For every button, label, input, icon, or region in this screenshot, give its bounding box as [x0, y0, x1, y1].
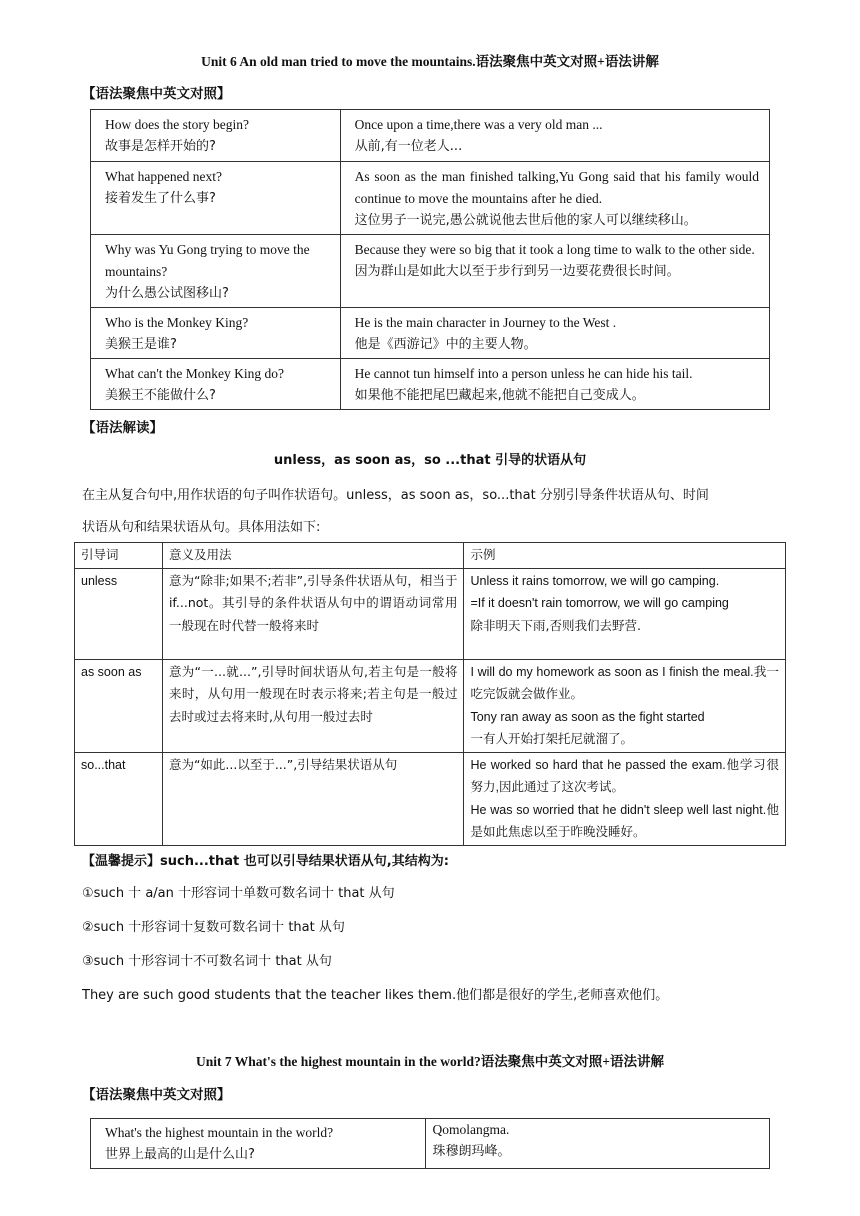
- question-cell: [91, 359, 341, 410]
- question-cn: 故事是怎样开始的?: [105, 139, 216, 154]
- answer-cn: 他是《西游记》中的主要人物。: [354, 337, 537, 352]
- answer-en: Because they were so big that it took a long time to walk to the other side.: [354, 242, 755, 257]
- unit7-title: Unit 7 What's the highest mountain in the world?语法聚焦中英文对照+语法讲解: [196, 1054, 664, 1069]
- usage-cell: 意为“一...就...”,引导时间状语从句,若主句是一般将来时，从句用一般现在时表示将来;若主句是一般过去时或过去将来时,从句用一般过去时: [162, 659, 464, 752]
- conjunction-cell: so...that: [75, 752, 163, 845]
- question-cn: 美猴王是谁?: [105, 337, 177, 352]
- answer-en: Once upon a time,there was a very old man ...: [354, 117, 603, 132]
- answer-cell: [340, 162, 769, 235]
- example-line: He worked so hard that he passed the exam.他学习很努力,因此通过了这次考试。: [470, 757, 779, 794]
- question-cn: 世界上最高的山是什么山?: [105, 1147, 255, 1162]
- example-line: I will do my homework as soon as I finish the meal.我一吃完饭就会做作业。: [470, 664, 779, 701]
- answer-cell: [340, 308, 769, 359]
- table-header-row: [75, 543, 786, 569]
- tip-item: ①such 十 a/an 十形容词十单数可数名词十 that 从句: [82, 886, 395, 901]
- unit7-qa-table: [90, 1118, 770, 1169]
- answer-cell: [426, 1119, 770, 1169]
- question-cell: [91, 1119, 426, 1169]
- unit6-focus-heading: 【语法聚焦中英文对照】: [82, 86, 231, 102]
- question-en: What can't the Monkey King do?: [105, 366, 285, 381]
- question-cn: 为什么愚公试图移山?: [105, 286, 229, 301]
- question-en: What happened next?: [105, 169, 222, 184]
- example-sentence: They are such good students that the teacher likes them.他们都是很好的学生,老师喜欢他们。: [82, 988, 669, 1003]
- table-row: [75, 752, 786, 845]
- question-cell: [91, 308, 341, 359]
- answer-en: He is the main character in Journey to the West .: [354, 315, 617, 330]
- header-cell: 意义及用法: [162, 543, 464, 569]
- table-row: [91, 235, 770, 308]
- question-cell: [91, 110, 341, 162]
- question-en: Who is the Monkey King?: [105, 315, 249, 330]
- question-cell: [91, 235, 341, 308]
- header-cell: 示例: [464, 543, 786, 569]
- conjunction-cell: unless: [75, 568, 163, 659]
- intro-line-1: 在主从复合句中,用作状语的句子叫作状语句。unless，as soon as，so...that 分别引导条件状语从句、时间: [82, 488, 709, 503]
- question-cell: [91, 162, 341, 235]
- example-cell: [464, 752, 786, 845]
- answer-cell: [340, 110, 769, 162]
- example-line: =If it doesn't rain tomorrow, we will go camping: [470, 596, 729, 610]
- question-en: What's the highest mountain in the world?: [105, 1125, 334, 1140]
- question-cn: 接着发生了什么事?: [105, 191, 216, 206]
- example-cell: [464, 568, 786, 659]
- conjunction-cell: as soon as: [75, 659, 163, 752]
- intro-line-2: 状语从句和结果状语从句。具体用法如下:: [82, 520, 321, 535]
- unit6-explain-heading: 【语法解读】: [82, 420, 163, 436]
- question-en: Why was Yu Gong trying to move the mountains?: [105, 242, 310, 279]
- table-row: [91, 359, 770, 410]
- unit6-qa-table: [90, 109, 770, 410]
- table-row: [75, 659, 786, 752]
- tip-item: ②such 十形容词十复数可数名词十 that 从句: [82, 920, 345, 935]
- answer-en: Qomolangma.: [432, 1122, 510, 1137]
- usage-cell: 意为“如此...以至于...”,引导结果状语从句: [162, 752, 464, 845]
- example-line: Tony ran away as soon as the fight started: [470, 709, 705, 724]
- tip-item: ③such 十形容词十不可数名词十 that 从句: [82, 954, 332, 969]
- table-row: [91, 162, 770, 235]
- answer-cn: 从前,有一位老人...: [354, 139, 463, 154]
- answer-cn: 如果他不能把尾巴藏起来,他就不能把自己变成人。: [354, 388, 645, 403]
- answer-en: As soon as the man finished talking,Yu Gong said that his family would continue to move the mountains after he died.: [354, 169, 759, 206]
- question-cn: 美猴王不能做什么?: [105, 388, 216, 403]
- answer-cell: [340, 359, 769, 410]
- grammar-table: [74, 542, 786, 846]
- table-row: [91, 110, 770, 162]
- table-row: [91, 308, 770, 359]
- answer-cell: [340, 235, 769, 308]
- usage-cell: 意为“除非;如果不;若非”,引导条件状语从句，相当于 if...not。其引导的条件状语从句中的谓语动词常用一般现在时代替一般将来时: [162, 568, 464, 659]
- table-row: [91, 1119, 770, 1169]
- tip-heading: 【温馨提示】such...that 也可以引导结果状语从句,其结构为:: [82, 854, 449, 869]
- answer-cn: 因为群山是如此大以至于步行到另一边要花费很长时间。: [354, 264, 680, 279]
- grammar-subtitle: unless，as soon as，so ...that 引导的状语从句: [273, 453, 587, 468]
- example-line: 一有人开始打架托尼就溜了。: [470, 731, 633, 746]
- example-line: Unless it rains tomorrow, we will go camping.: [470, 573, 720, 588]
- header-cell: 引导词: [75, 543, 163, 569]
- answer-cn: 这位男子一说完,愚公就说他去世后他的家人可以继续移山。: [354, 213, 697, 228]
- example-line: He was so worried that he didn't sleep well last night.他是如此焦虑以至于昨晚没睡好。: [470, 802, 779, 839]
- example-cell: [464, 659, 786, 752]
- example-line: 除非明天下雨,否则我们去野营.: [470, 617, 641, 633]
- table-row: [75, 568, 786, 659]
- question-en: How does the story begin?: [105, 117, 249, 132]
- unit6-title: Unit 6 An old man tried to move the mountains.语法聚焦中英文对照+语法讲解: [201, 54, 659, 69]
- answer-en: He cannot tun himself into a person unless he can hide his tail.: [354, 366, 693, 381]
- answer-cn: 珠穆朗玛峰。: [432, 1144, 511, 1159]
- unit7-focus-heading: 【语法聚焦中英文对照】: [82, 1087, 231, 1103]
